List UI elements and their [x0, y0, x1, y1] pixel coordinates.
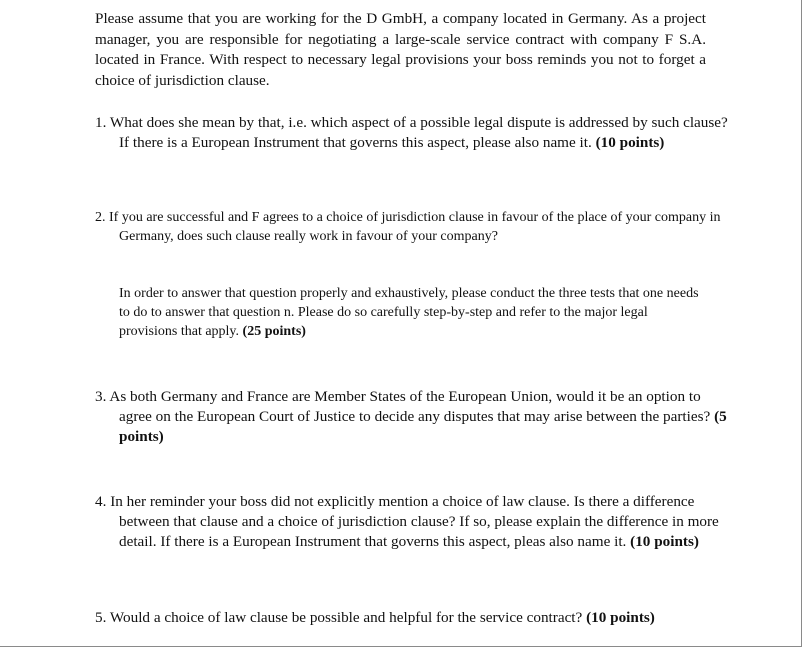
question-3-text: 3. As both Germany and France are Member States of the European Union, would it be an option to agree on the European Court of Justice to decide any disputes that may arise between the parties? [95, 388, 711, 425]
question-1-text: 1. What does she mean by that, i.e. which aspect of a possible legal dispute is addressed by such clause? If there is a European Instrument that governs this aspect, please also name it. [95, 114, 728, 151]
question-2-instructions [119, 284, 709, 341]
question-2 [95, 208, 729, 246]
question-4 [95, 492, 729, 552]
question-4-points: (10 points) [630, 533, 699, 550]
intro-paragraph: Please assume that you are working for the D GmbH, a company located in Germany. As a project manager, you are responsible for negotiating a large-scale service contract with company F S.A. located in France. With respect to necessary legal provisions your boss reminds you not to forget a choice of jurisdiction clause. [95, 10, 706, 89]
question-5-text: 5. Would a choice of law clause be possible and helpful for the service contract? [95, 609, 583, 626]
question-5-points: (10 points) [586, 609, 655, 626]
question-3 [95, 387, 729, 447]
question-4-text: 4. In her reminder your boss did not explicitly mention a choice of law clause. Is there a difference between that clause and a choice of jurisdiction clause? If so, please explain the difference in more detail. If there is a European Instrument that governs this aspect, pleas also name it. [95, 493, 719, 550]
question-1 [95, 113, 729, 153]
question-3-points: (5 points) [119, 408, 727, 445]
question-5 [95, 608, 729, 628]
question-2-instructions-text: In order to answer that question properly and exhaustively, please conduct the three tests that one needs to do to answer that question n. Please do so carefully step-by-step and refer to the major legal provisions that apply. [119, 286, 699, 339]
question-2-text: 2. If you are successful and F agrees to a choice of jurisdiction clause in favour of the place of your company in Germany, does such clause really work in favour of your company? [95, 210, 721, 244]
question-1-points: (10 points) [595, 134, 665, 151]
question-2-points: (25 points) [242, 324, 306, 339]
